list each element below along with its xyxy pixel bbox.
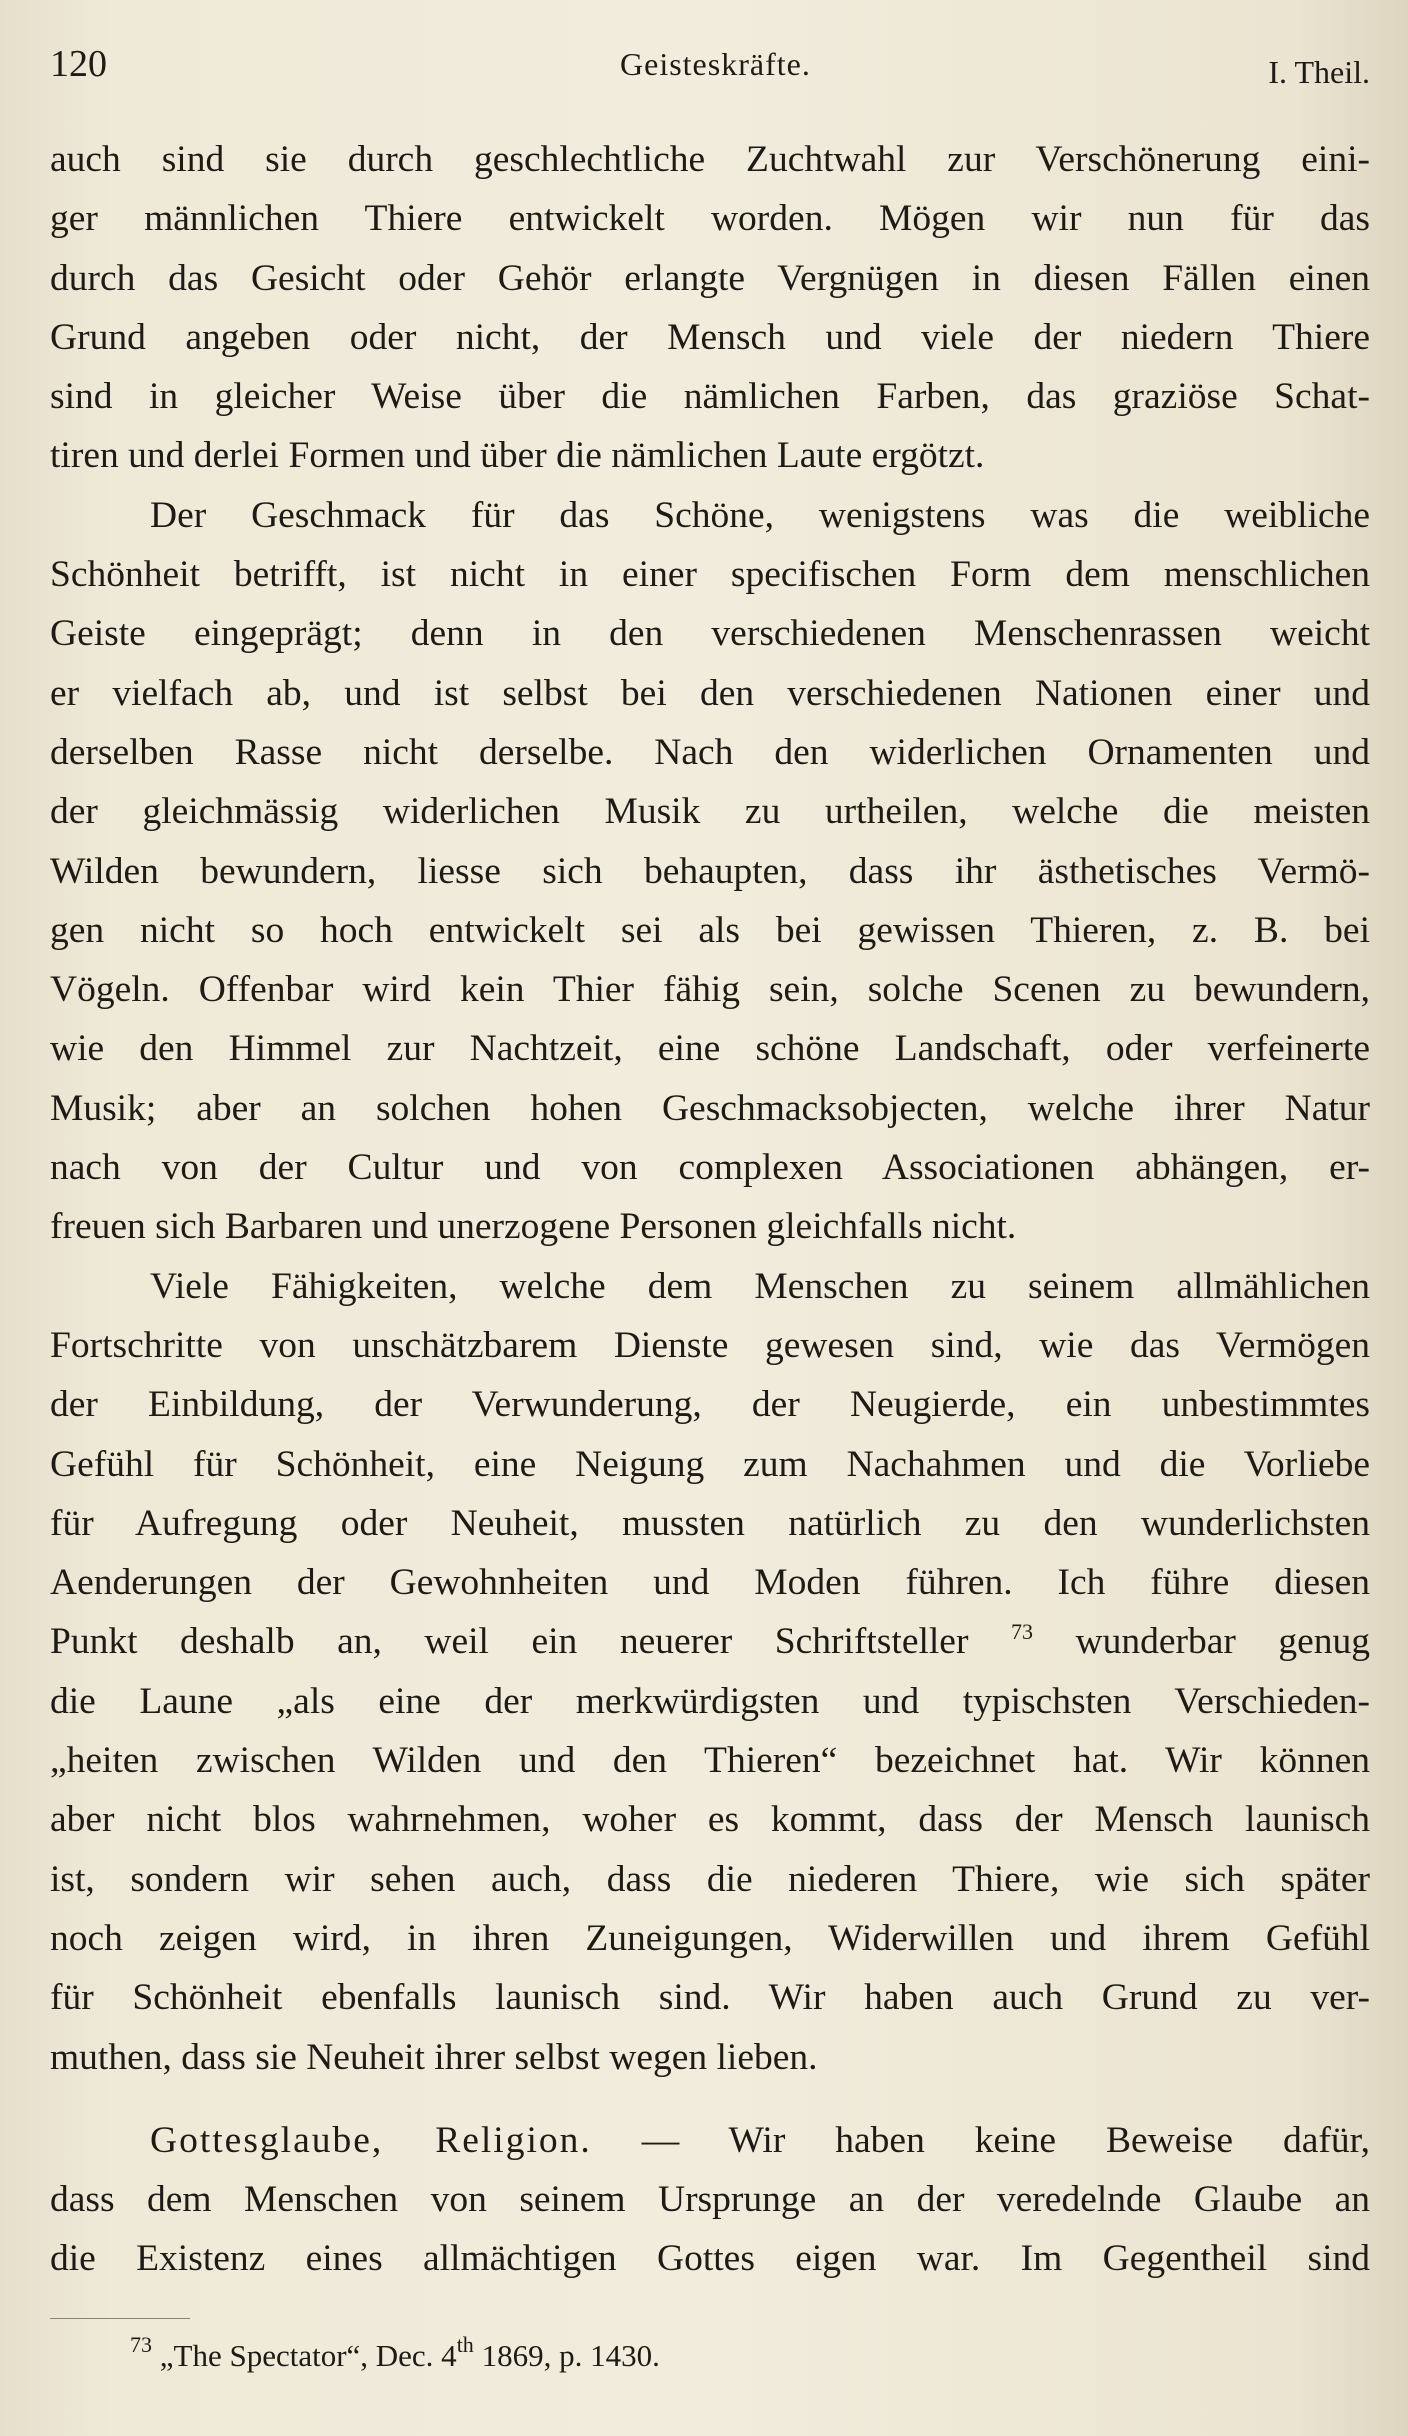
text-line: Aenderungen der Gewohnheiten und Moden führen. Ich führe diesen [50,1562,1370,1604]
text-line: die Laune „als eine der merkwürdigsten und typischsten Verschieden- [50,1680,1370,1722]
text-line: tiren und derlei Formen und über die nämlichen Laute ergötzt. [50,435,985,477]
text-line: Viele Fähigkeiten, welche dem Menschen zu seinem allmählichen [150,1265,1370,1307]
text-line: Wilden bewundern, liesse sich behaupten, dass ihr ästhetisches Vermö- [50,850,1370,892]
text-line: „heiten zwischen Wilden und den Thieren“ bezeichnet hat. Wir können [50,1740,1370,1782]
text-line: wie den Himmel zur Nachtzeit, eine schöne Landschaft, oder verfeinerte [50,1028,1370,1070]
text-line: sind in gleicher Weise über die nämlichen Farben, das graziöse Schat- [50,376,1370,418]
paragraph-2 [50,486,1370,1257]
running-title: Geisteskräfte. [620,46,811,82]
part-label: I. Theil. [1268,54,1370,90]
text-line: für Schönheit ebenfalls launisch sind. Wir haben auch Grund zu ver- [50,1977,1370,2019]
text-segment: Punkt deshalb an, weil ein neuerer Schriftsteller [50,1621,969,1663]
text-line: gen nicht so hoch entwickelt sei als bei gewissen Thieren, z. B. bei [50,909,1370,951]
text-line: er vielfach ab, und ist selbst bei den verschiedenen Nationen einer und [50,672,1370,714]
footnote [130,2332,660,2374]
text-line: Schönheit betrifft, ist nicht in einer specifischen Form dem menschlichen [50,554,1370,596]
text-line: Grund angeben oder nicht, der Mensch und viele der niedern Thiere [50,316,1370,358]
footnote-reference[interactable]: 73 [1010,1619,1033,1645]
text-line: freuen sich Barbaren und unerzogene Personen gleichfalls nicht. [50,1206,1017,1248]
text-line: der gleichmässig widerlichen Musik zu urtheilen, welche die meisten [50,791,1370,833]
footnote-text: 1869, p. 1430. [473,2338,660,2373]
footnote-divider [50,2318,190,2319]
text-line: durch das Gesicht oder Gehör erlangte Vergnügen in diesen Fällen einen [50,257,1370,299]
footnote-superscript: th [456,2332,474,2357]
text-line: Gefühl für Schönheit, eine Neigung zum Nachahmen und die Vorliebe [50,1443,1370,1485]
page-number: 120 [50,43,107,85]
text-line: muthen, dass sie Neuheit ihrer selbst wegen lieben. [50,2036,818,2078]
text-line: für Aufregung oder Neuheit, mussten natürlich zu den wunderlichsten [50,1502,1370,1544]
page-header [50,42,1370,102]
text-line: dass dem Menschen von seinem Ursprunge an der veredelnde Glaube an [50,2179,1370,2221]
text-line: Musik; aber an solchen hohen Geschmacksobjecten, welche ihrer Natur [50,1087,1370,1129]
paragraph-3 [50,1257,1370,2087]
body-text [50,130,1370,2289]
text-line: auch sind sie durch geschlechtliche Zuchtwahl zur Verschönerung eini- [50,139,1370,180]
text-line: derselben Rasse nicht derselbe. Nach den widerlichen Ornamenten und [50,731,1370,773]
text-line: ist, sondern wir sehen auch, dass die niederen Thiere, wie sich später [50,1858,1370,1900]
footnote-text: „The Spectator“, Dec. 4 [152,2338,457,2373]
text-segment: wunderbar genug [1032,1621,1370,1663]
section-heading-line [50,2111,1370,2170]
text-line-with-reference [50,1612,1370,1671]
text-line: noch zeigen wird, in ihren Zuneigungen, Widerwillen und ihrem Gefühl [50,1917,1370,1959]
text-line: aber nicht blos wahrnehmen, woher es kommt, dass der Mensch launisch [50,1799,1370,1841]
text-line: Vögeln. Offenbar wird kein Thier fähig sein, solche Scenen zu bewundern, [50,969,1370,1011]
section-gottesglaube [50,2111,1370,2289]
text-line: die Existenz eines allmächtigen Gottes eigen war. Im Gegentheil sind [50,2238,1370,2280]
footnote-number: 73 [130,2332,152,2357]
text-line: der Einbildung, der Verwunderung, der Neugierde, ein unbestimmtes [50,1384,1370,1426]
section-gap [50,2087,1370,2111]
text-line: Fortschritte von unschätzbarem Dienste gewesen sind, wie das Vermögen [50,1324,1370,1366]
paragraph-1 [50,130,1370,486]
text-line: Geiste eingeprägt; denn in den verschiedenen Menschenrassen weicht [50,613,1370,655]
text-line: Der Geschmack für das Schöne, wenigstens was die weibliche [150,494,1370,536]
text-segment: — Wir haben keine Beweise dafür, [591,2119,1370,2161]
section-heading: Gottesglaube, Religion. [150,2119,592,2161]
text-line: nach von der Cultur und von complexen Associationen abhängen, er- [50,1147,1370,1189]
text-line: ger männlichen Thiere entwickelt worden. Mögen wir nun für das [50,198,1370,240]
